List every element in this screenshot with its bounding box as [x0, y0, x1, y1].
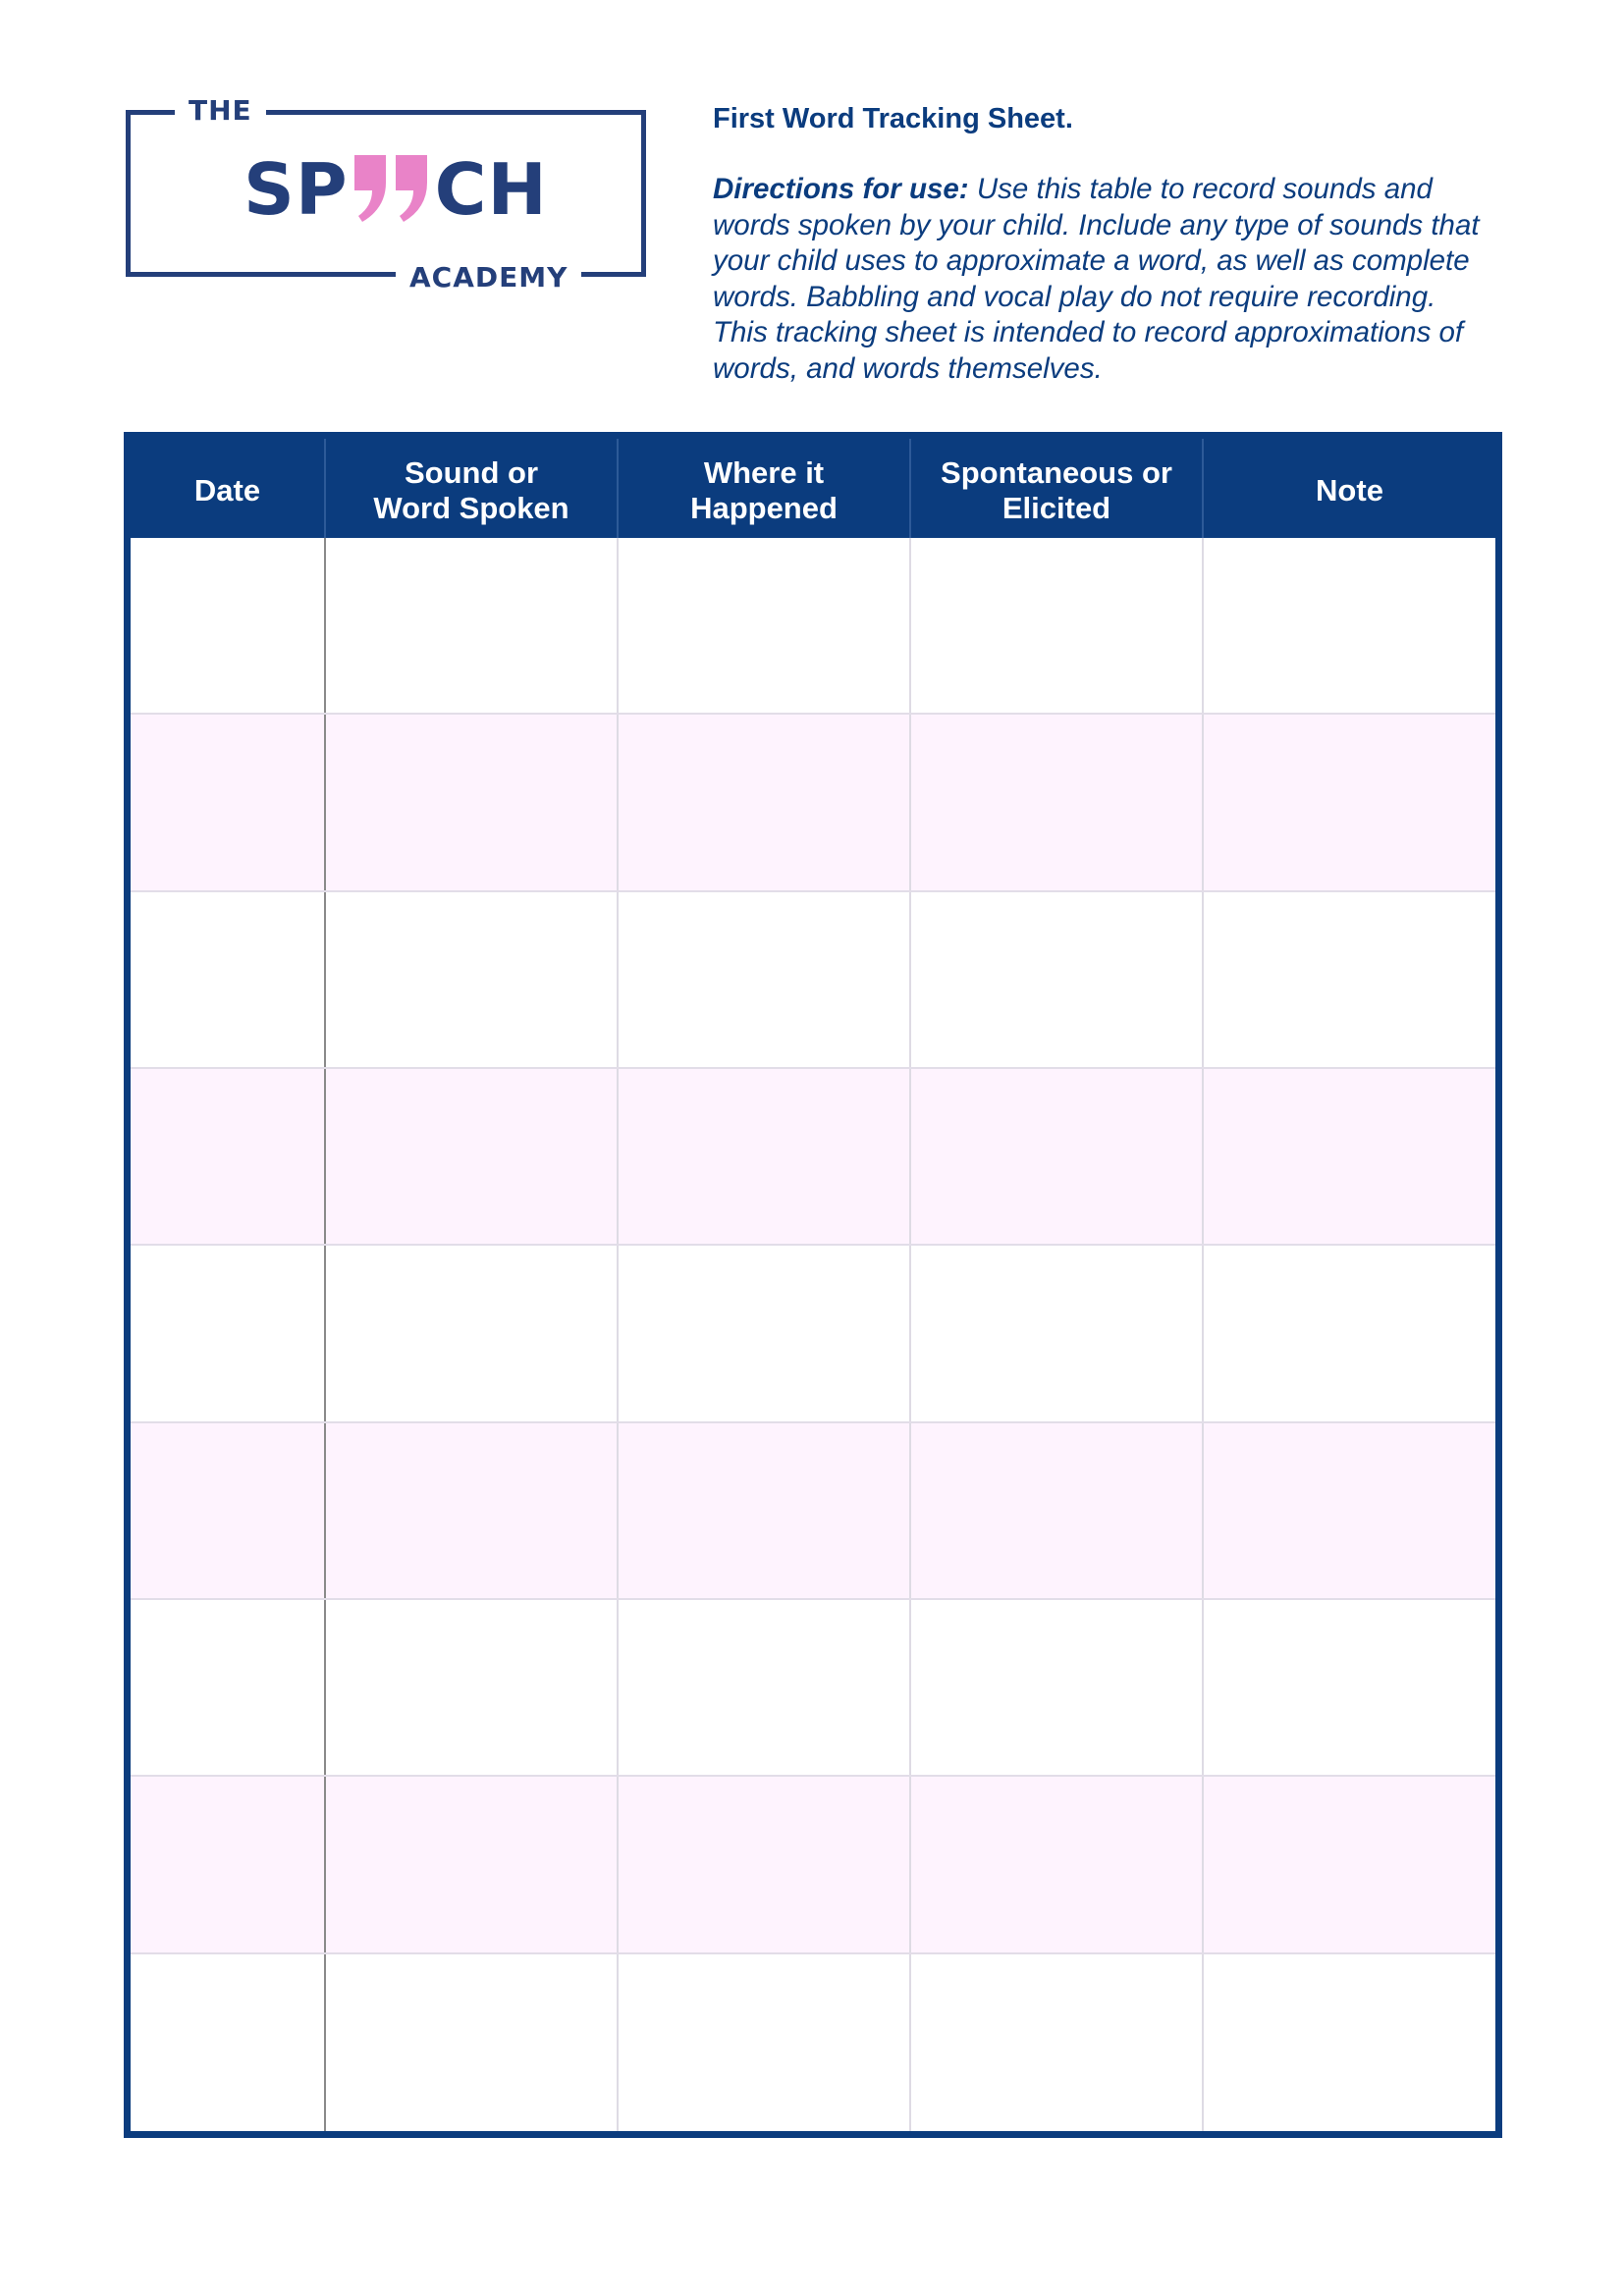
table-row: [131, 1246, 1495, 1422]
table-cell-spontaneous-or-elicited[interactable]: [911, 1777, 1204, 1951]
table-cell-note[interactable]: [1204, 538, 1495, 713]
column-header-date: Date: [131, 439, 326, 538]
table-row: [131, 538, 1495, 715]
table-cell-spontaneous-or-elicited[interactable]: [911, 1954, 1204, 2131]
table-cell-where[interactable]: [619, 1069, 911, 1244]
table-cell-note[interactable]: [1204, 1423, 1495, 1598]
table-cell-spontaneous-or-elicited[interactable]: [911, 1069, 1204, 1244]
table-body: [131, 538, 1495, 2131]
table-cell-spontaneous-or-elicited[interactable]: [911, 538, 1204, 713]
table-cell-where[interactable]: [619, 715, 911, 889]
table-cell-date[interactable]: [131, 892, 326, 1067]
directions-label: Directions for use:: [713, 173, 969, 205]
table-row: [131, 1777, 1495, 1953]
table-cell-where[interactable]: [619, 538, 911, 713]
table-header: [131, 439, 1495, 538]
table-cell-sound-or-word[interactable]: [326, 1600, 619, 1775]
table-cell-where[interactable]: [619, 892, 911, 1067]
table-cell-where[interactable]: [619, 1246, 911, 1420]
table-cell-note[interactable]: [1204, 1600, 1495, 1775]
tracking-table: [124, 432, 1502, 2138]
table-cell-sound-or-word[interactable]: [326, 1954, 619, 2131]
table-row: [131, 1423, 1495, 1600]
table-cell-date[interactable]: [131, 1600, 326, 1775]
logo-word-prefix: SP: [244, 148, 349, 231]
page-title: First Word Tracking Sheet.: [713, 103, 1073, 134]
column-header-sound-or-word: Sound or Word Spoken: [326, 439, 619, 538]
table-cell-spontaneous-or-elicited[interactable]: [911, 892, 1204, 1067]
table-cell-note[interactable]: [1204, 1246, 1495, 1420]
table-cell-note[interactable]: [1204, 1069, 1495, 1244]
logo-top-text: THE: [175, 93, 266, 129]
table-cell-where[interactable]: [619, 1600, 911, 1775]
table-row: [131, 1600, 1495, 1777]
table-cell-date[interactable]: [131, 1069, 326, 1244]
logo-wordmark: [244, 150, 548, 229]
table-row: [131, 892, 1495, 1069]
table-cell-note[interactable]: [1204, 715, 1495, 889]
column-header-where: Where it Happened: [619, 439, 911, 538]
table-cell-note[interactable]: [1204, 1954, 1495, 2131]
logo-bottom-text: ACADEMY: [396, 260, 581, 295]
table-cell-date[interactable]: [131, 538, 326, 713]
double-quote-icon: [351, 155, 433, 224]
table-cell-note[interactable]: [1204, 892, 1495, 1067]
directions-paragraph: [713, 172, 1498, 387]
table-cell-sound-or-word[interactable]: [326, 892, 619, 1067]
table-cell-sound-or-word[interactable]: [326, 1423, 619, 1598]
table-row: [131, 1954, 1495, 2131]
table-cell-spontaneous-or-elicited[interactable]: [911, 1600, 1204, 1775]
directions-text: Use this table to record sounds and words spoken by your child. Include any type of sounds that your child uses to approximate a word, as well as complete words. Babbling and vocal play do not require recording. This tracking sheet is intended to record approximations of words, and words themselves.: [713, 173, 1480, 385]
table-cell-sound-or-word[interactable]: [326, 1069, 619, 1244]
table-cell-date[interactable]: [131, 1246, 326, 1420]
speech-academy-logo: [126, 93, 656, 294]
table-cell-spontaneous-or-elicited[interactable]: [911, 1246, 1204, 1420]
table-row: [131, 1069, 1495, 1246]
table-cell-note[interactable]: [1204, 1777, 1495, 1951]
column-header-note: Note: [1316, 472, 1383, 507]
table-cell-sound-or-word[interactable]: [326, 1777, 619, 1951]
logo-word-suffix: CH: [434, 148, 548, 231]
table-cell-where[interactable]: [619, 1423, 911, 1598]
table-cell-sound-or-word[interactable]: [326, 1246, 619, 1420]
table-cell-sound-or-word[interactable]: [326, 715, 619, 889]
table-cell-spontaneous-or-elicited[interactable]: [911, 715, 1204, 889]
table-cell-spontaneous-or-elicited[interactable]: [911, 1423, 1204, 1598]
table-cell-date[interactable]: [131, 1954, 326, 2131]
table-cell-sound-or-word[interactable]: [326, 538, 619, 713]
table-cell-date[interactable]: [131, 1777, 326, 1951]
table-row: [131, 715, 1495, 891]
column-header-spontaneous-or-elicited: Spontaneous or Elicited: [911, 439, 1204, 538]
table-cell-date[interactable]: [131, 715, 326, 889]
table-cell-where[interactable]: [619, 1777, 911, 1951]
table-cell-where[interactable]: [619, 1954, 911, 2131]
table-cell-date[interactable]: [131, 1423, 326, 1598]
